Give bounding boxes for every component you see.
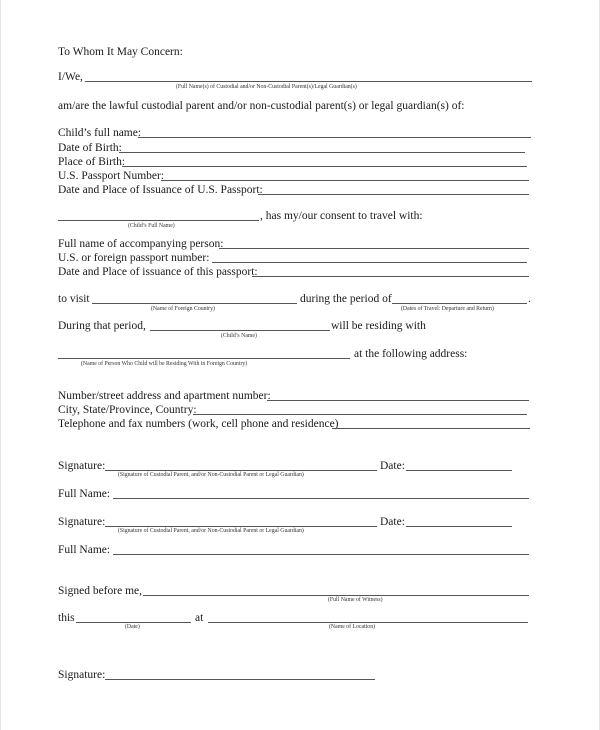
- signature-1-date-label: Date:: [380, 460, 405, 472]
- custody-statement: am/are the lawful custodial parent and/or non-custodial parent(s) or legal guardian(s) of:: [58, 100, 465, 112]
- residing-child-field[interactable]: [150, 330, 330, 331]
- signature-2-date-label: Date:: [380, 516, 405, 528]
- child-name-caption: (Child’s Full Name): [128, 223, 175, 229]
- address-intro: at the following address:: [354, 348, 468, 360]
- date-of-birth-label: Date of Birth:: [58, 142, 122, 154]
- child-full-name-label: Child’s full name:: [58, 127, 142, 139]
- place-of-birth-label: Place of Birth:: [58, 156, 126, 168]
- witness-name-caption: (Full Name of Witness): [328, 597, 383, 603]
- at-label: at: [195, 612, 204, 624]
- parent-names-field[interactable]: [85, 81, 532, 82]
- parent-names-caption: (Full Name(s) of Custodial and/or Non-Custodial Parent(s)/Legal Guardian(s): [176, 84, 357, 90]
- passport-number-field[interactable]: [161, 180, 529, 181]
- signature-2-date-field[interactable]: [406, 526, 512, 527]
- final-signature-field[interactable]: [105, 679, 375, 680]
- full-name-1-field[interactable]: [113, 498, 529, 499]
- period-label: during the period of: [300, 293, 392, 305]
- iwe-label: I/We,: [58, 71, 83, 83]
- companion-name-field[interactable]: [219, 248, 529, 249]
- location-field[interactable]: [208, 622, 528, 623]
- phone-field[interactable]: [332, 428, 530, 429]
- passport-number-label: U.S. Passport Number:: [58, 170, 165, 182]
- signature-1-caption: (Signature of Custodial Parent, and/or Non-Custodial Parent or Legal Guardian): [118, 472, 304, 478]
- consent-text: , has my/our consent to travel with:: [260, 210, 423, 222]
- signed-before-me-label: Signed before me,: [58, 585, 142, 597]
- passport-issuance-label: Date and Place of Issuance of U.S. Passport:: [58, 184, 263, 196]
- companion-passport-label: U.S. or foreign passport number:: [58, 252, 210, 264]
- this-label: this: [58, 612, 75, 624]
- date-of-birth-field[interactable]: [119, 152, 525, 153]
- final-signature-label: Signature:: [58, 669, 106, 681]
- full-name-1-label: Full Name:: [58, 488, 111, 500]
- host-person-field[interactable]: [58, 358, 350, 359]
- companion-issuance-field[interactable]: [252, 276, 529, 277]
- street-address-field[interactable]: [267, 400, 529, 401]
- residing-suffix: will be residing with: [331, 320, 426, 332]
- location-caption: (Name of Location): [329, 624, 376, 630]
- witness-date-field[interactable]: [76, 622, 191, 623]
- child-full-name-field[interactable]: [138, 137, 531, 138]
- visit-prefix: to visit: [58, 293, 90, 305]
- full-name-2-field[interactable]: [113, 554, 529, 555]
- child-name-field[interactable]: [58, 220, 259, 221]
- phone-label: Telephone and fax numbers (work, cell phone and residence): [58, 418, 339, 430]
- signature-1-field[interactable]: [105, 470, 377, 471]
- signature-2-field[interactable]: [105, 526, 377, 527]
- city-label: City, State/Province, Country:: [58, 404, 197, 416]
- signature-1-date-field[interactable]: [406, 470, 512, 471]
- companion-passport-field[interactable]: [212, 262, 527, 263]
- residing-child-caption: (Child’s Name): [221, 333, 257, 339]
- foreign-country-field[interactable]: [92, 303, 297, 304]
- residing-prefix: During that period,: [58, 320, 146, 332]
- travel-dates-caption: (Dates of Travel: Departure and Return): [401, 306, 494, 312]
- place-of-birth-field[interactable]: [122, 166, 527, 167]
- travel-dates-field[interactable]: [392, 303, 527, 304]
- full-name-2-label: Full Name:: [58, 544, 111, 556]
- companion-name-label: Full name of accompanying person:: [58, 238, 224, 250]
- companion-issuance-label: Date and Place of issuance of this passport:: [58, 266, 258, 278]
- foreign-country-caption: (Name of Foreign Country): [151, 306, 215, 312]
- signature-2-label: Signature:: [58, 516, 106, 528]
- host-person-caption: (Name of Person Who Child will be Residing With in Foreign Country): [81, 361, 248, 367]
- witness-name-field[interactable]: [143, 595, 529, 596]
- city-field[interactable]: [193, 414, 527, 415]
- passport-issuance-field[interactable]: [258, 194, 529, 195]
- signature-2-caption: (Signature of Custodial Parent, and/or Non-Custodial Parent or Legal Guardian): [118, 528, 304, 534]
- street-address-label: Number/street address and apartment number:: [58, 390, 271, 402]
- signature-1-label: Signature:: [58, 460, 106, 472]
- witness-date-caption: (Date): [125, 624, 140, 630]
- greeting: To Whom It May Concern:: [58, 46, 183, 58]
- period-end: .: [528, 293, 531, 305]
